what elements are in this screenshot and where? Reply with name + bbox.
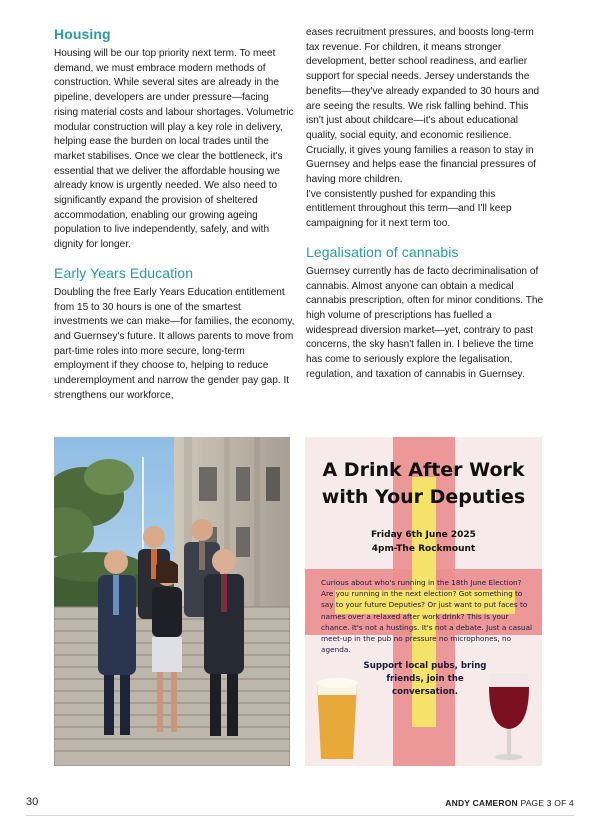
poster-venue: 4pm-The Rockmount	[371, 544, 476, 554]
poster-body: Curious about who's running in the 18th June Election? Are you running in the next election? Got something to say to your future Deputies? Or just want to put faces to names over a relaxed after work drink? This is your chance. It's not a hustings. It's not a debate. Just a casual meet-up in the pub no pressure no microphones, no agenda.	[321, 578, 533, 655]
poster-call-to-action: Support local pubs, bring friends, join the conversation.	[363, 661, 487, 697]
event-poster	[305, 437, 542, 766]
heading-early-years: Early Years Education	[54, 264, 194, 281]
paragraph-early-years-continued: eases recruitment pressures, and boosts long-term tax revenue. For children, it means stronger development, better school readiness, and earlier support for special needs. Jersey understands the benefits—they've already expanded to 30 hours and are seeing the results. We risk falling behind. This isn't just about childcare—it's about educational quality, social equity, and economic resilience. Crucially, it gives young families a reason to stay in Guernsey and helps ease the financial pressures of having more children.	[306, 27, 540, 186]
poster-date: Friday 6th June 2025	[371, 530, 476, 540]
heading-housing: Housing	[54, 26, 111, 42]
footer-divider	[26, 815, 574, 816]
page-number: 30	[26, 796, 39, 808]
footer-page-of: PAGE 3 OF 4	[520, 798, 574, 808]
paragraph-housing: Housing will be our top priority next term. To meet demand, we must embrace modern methods of construction. While several sites are already in the pipeline, developers are under pressure—facing rising material costs and labour shortages. Volumetric modular construction will play a key role in delivery, helping ease the burden on local trades until the market stabilises. Once we clear the bottleneck, it's essential that we deliver the affordable housing we already know is urgently needed. We also need to significantly expand the provision of sheltered accommodation, enabling our growing ageing population to live independently, safely, and with dignity for longer.	[54, 48, 294, 251]
right-column	[306, 26, 544, 382]
paragraph-early-years-closing: I've consistently pushed for expanding this entitlement throughout this term—and I'll keep campaigning for it next term too.	[306, 188, 512, 230]
left-column	[54, 26, 295, 403]
footer-label	[445, 798, 574, 808]
poster-title-line2: with Your Deputies	[321, 486, 526, 508]
poster-title-line1: A Drink After Work	[322, 459, 525, 481]
group-photo	[54, 437, 290, 766]
footer-author: ANDY CAMERON	[445, 798, 518, 808]
beer-glass-icon	[316, 678, 358, 759]
heading-cannabis: Legalisation of cannabis	[306, 243, 459, 260]
paragraph-cannabis: Guernsey currently has de facto decriminalisation of cannabis. Almost anyone can obtain a medical cannabis prescription, often for minor conditions. The high volume of prescriptions has fuelled a widespread diversion market—yet, contrary to past concerns, the sky hasn't fallen in. I believe the time has come to seriously explore the legalisation, regulation, and taxation of cannabis in Guernsey.	[306, 265, 544, 380]
poster-date-block	[305, 528, 542, 556]
poster-title	[305, 457, 542, 511]
paragraph-early-years: Doubling the free Early Years Education entitlement from 15 to 30 hours is one of the smartest investments we can make—for families, the economy, and Guernsey's future. It allows parents to move from part-time roles into more secure, long-term employment if they choose to, helping to reduce underemployment and narrow the gender pay gap. It strengthens our workforce,	[54, 286, 295, 401]
